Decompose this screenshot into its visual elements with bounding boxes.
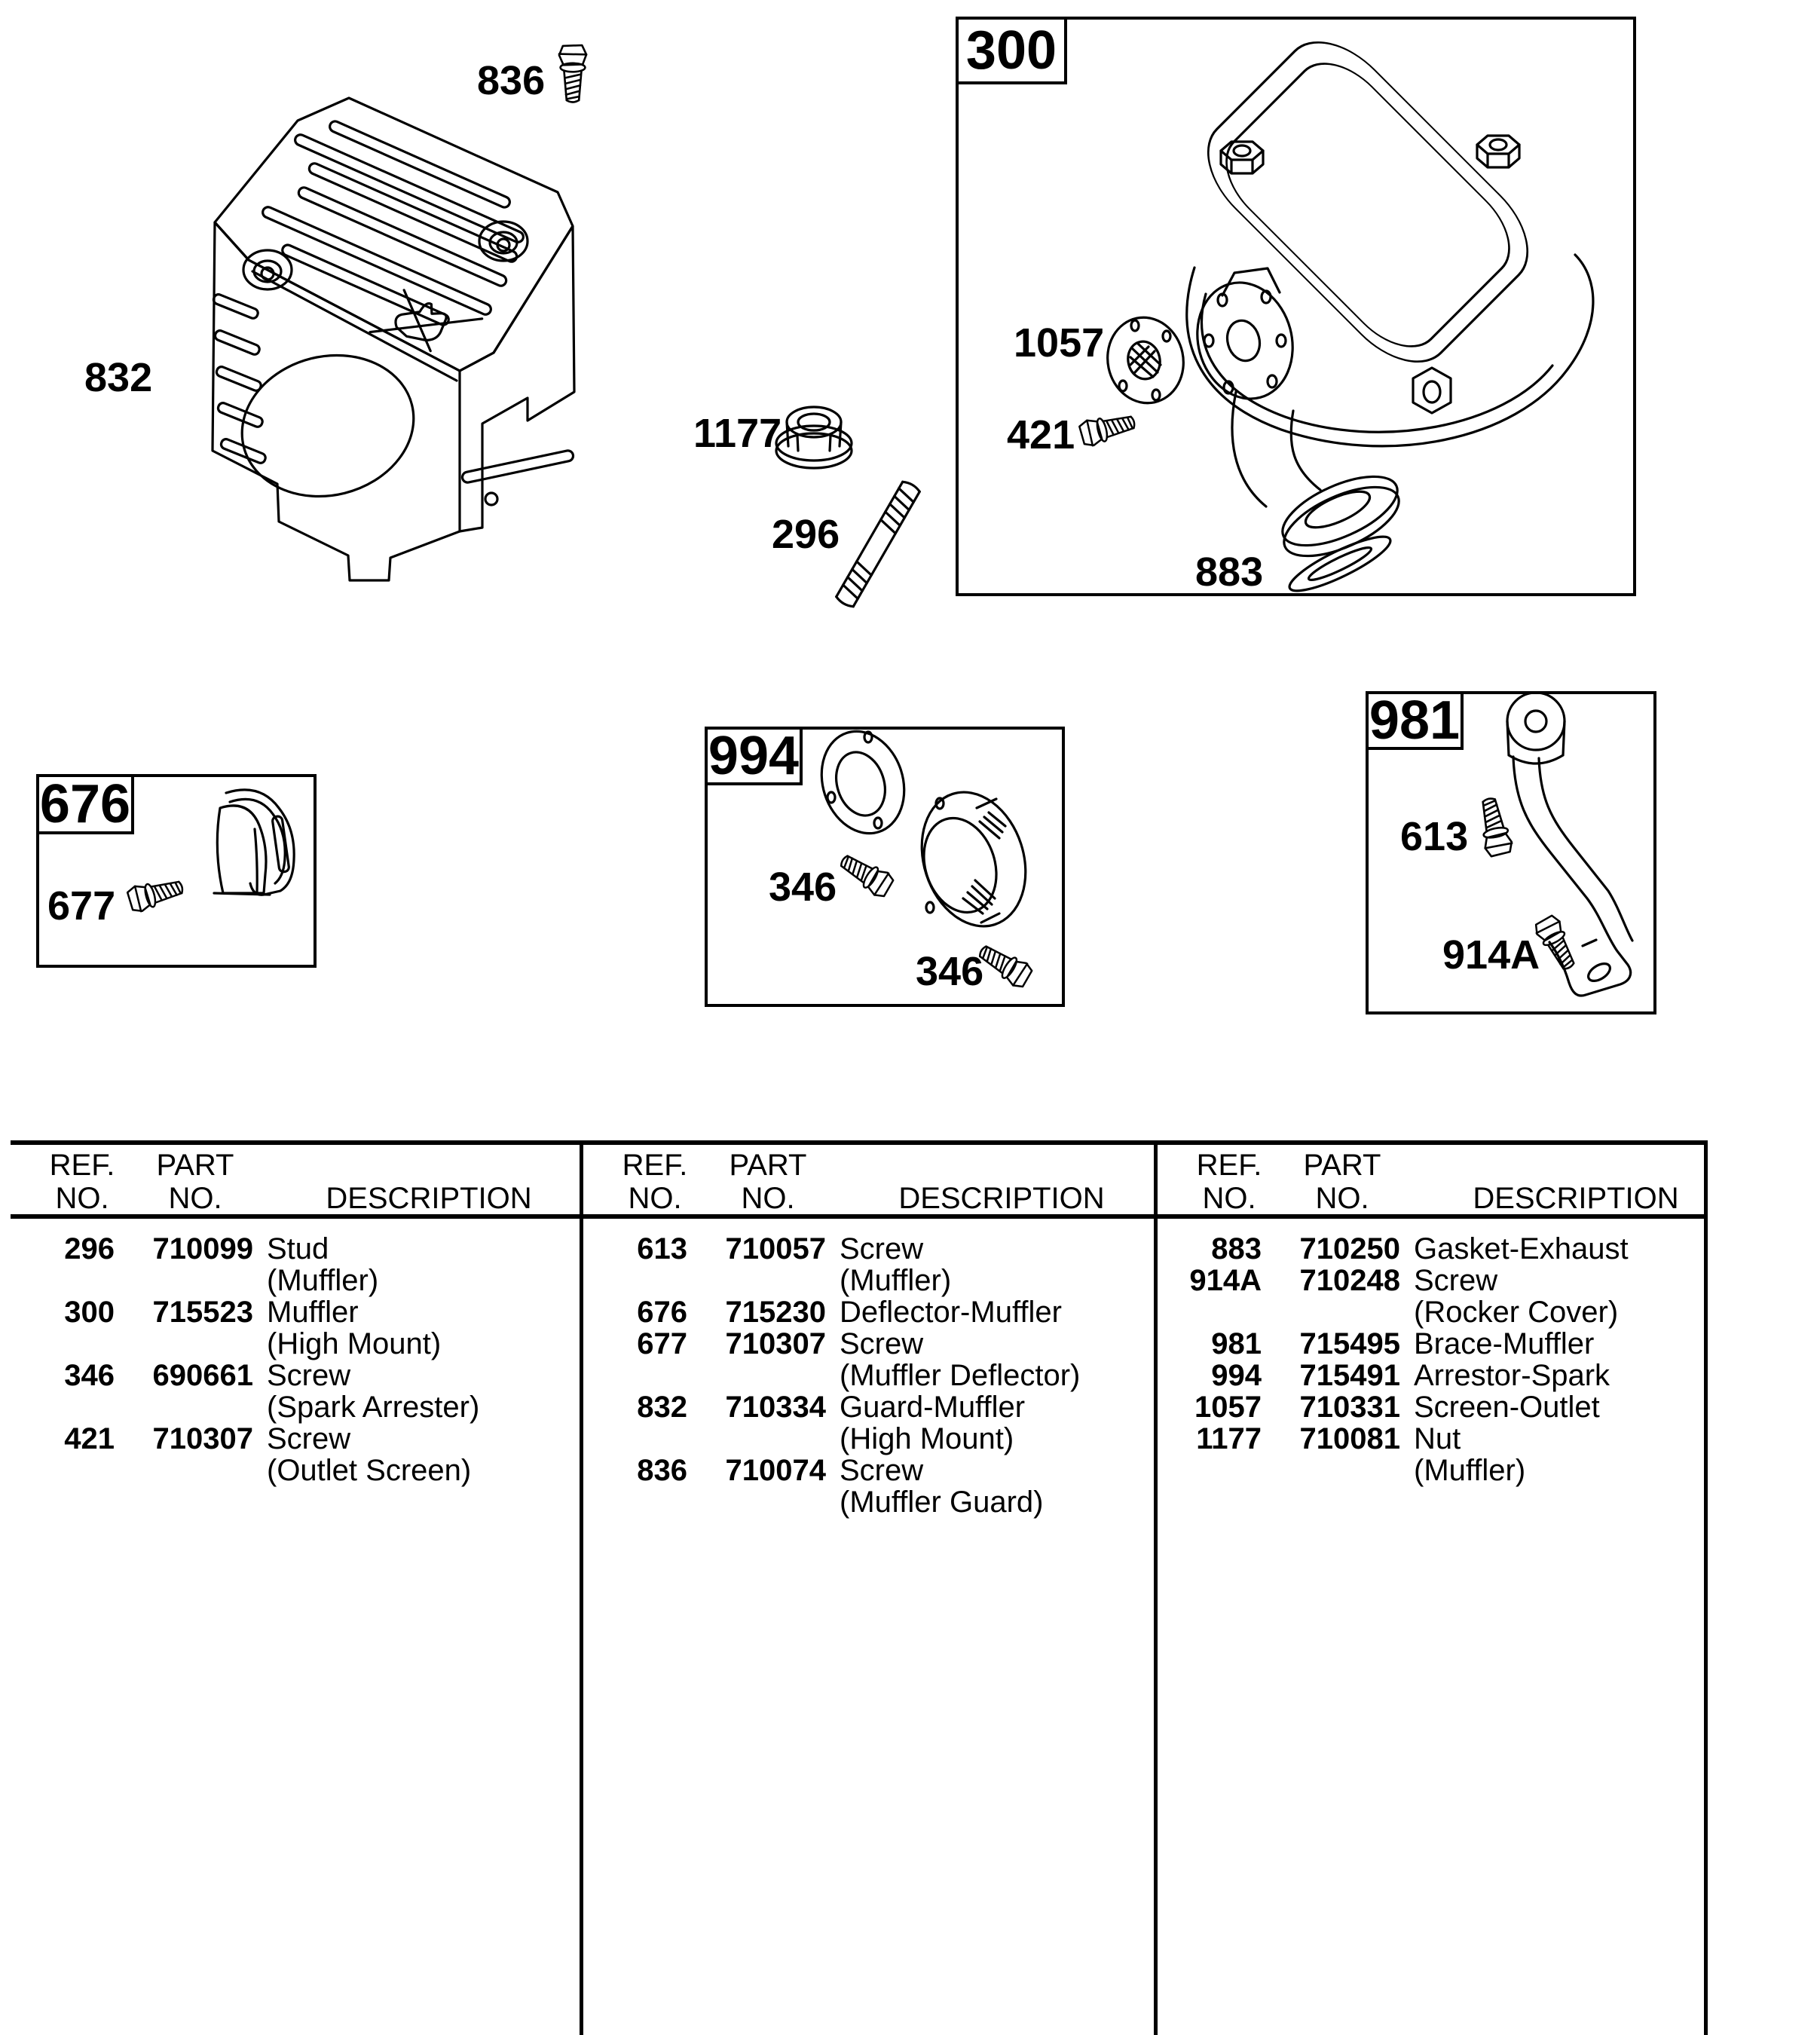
description: Guard-Muffler: [840, 1391, 1026, 1424]
header-ref: REF.: [622, 1149, 688, 1182]
parts-rows: [1158, 1233, 1724, 1486]
callout-1057: 1057: [1014, 320, 1105, 366]
ref-no: 914A: [1189, 1264, 1262, 1297]
part-row-continued: [583, 1265, 1150, 1296]
ref-no: 883: [1211, 1232, 1262, 1265]
header-description: DESCRIPTION: [898, 1182, 1105, 1215]
ref-no: 1057: [1194, 1391, 1262, 1424]
description: (Muffler): [1414, 1454, 1526, 1487]
description: Screw: [267, 1422, 351, 1455]
box-676-number: 676: [39, 774, 131, 834]
box-981-number: 981: [1369, 690, 1461, 751]
parts-rows: [583, 1233, 1150, 1518]
part-row-continued: [11, 1455, 577, 1486]
description: Gasket-Exhaust: [1414, 1232, 1629, 1265]
part-row: [11, 1360, 577, 1391]
parts-table-column-3: [1158, 0, 1724, 2035]
header-ref: REF.: [49, 1149, 115, 1182]
part-no: 710307: [725, 1327, 826, 1360]
header-description: DESCRIPTION: [1473, 1182, 1679, 1215]
ref-no: 981: [1211, 1327, 1262, 1360]
part-row: [1158, 1360, 1724, 1391]
header-part: PART: [1303, 1149, 1381, 1182]
part-row-continued: [583, 1423, 1150, 1455]
callout-346-a: 346: [769, 864, 837, 910]
description: (Muffler): [267, 1264, 379, 1297]
header-no: NO.: [1202, 1182, 1256, 1215]
part-no: 690661: [152, 1359, 253, 1392]
ref-no: 676: [637, 1296, 687, 1329]
ref-no: 994: [1211, 1359, 1262, 1392]
part-row: [583, 1455, 1150, 1486]
header-no: NO.: [55, 1182, 109, 1215]
box-300-number: 300: [965, 20, 1057, 81]
header-no: NO.: [1315, 1182, 1369, 1215]
part-no: 715523: [152, 1296, 253, 1329]
description: (Spark Arrester): [267, 1391, 480, 1424]
description: Screw: [1414, 1264, 1498, 1297]
callout-1177: 1177: [693, 411, 782, 456]
header-description: DESCRIPTION: [326, 1182, 532, 1215]
part-no: 715230: [725, 1296, 826, 1329]
callout-346-b: 346: [916, 949, 984, 994]
part-row: [583, 1296, 1150, 1328]
callout-677: 677: [47, 883, 116, 929]
parts-table-column-2: [583, 0, 1150, 2035]
callout-832: 832: [84, 355, 153, 400]
part-no: 710248: [1299, 1264, 1400, 1297]
description: Screw: [840, 1232, 924, 1265]
part-row: [11, 1423, 577, 1455]
callout-883: 883: [1195, 549, 1264, 595]
part-row: [1158, 1233, 1724, 1265]
ref-no: 836: [637, 1454, 687, 1487]
callout-613: 613: [1400, 814, 1469, 859]
description: Screen-Outlet: [1414, 1391, 1600, 1424]
description: Stud: [267, 1232, 329, 1265]
part-row-continued: [583, 1486, 1150, 1518]
part-no: 710307: [152, 1422, 253, 1455]
part-row: [1158, 1423, 1724, 1455]
ref-no: 300: [64, 1296, 115, 1329]
description: Brace-Muffler: [1414, 1327, 1595, 1360]
parts-rows: [11, 1233, 577, 1486]
callout-914a: 914A: [1442, 932, 1540, 978]
part-no: 710250: [1299, 1232, 1400, 1265]
description: (Muffler Deflector): [840, 1359, 1081, 1392]
part-no: 710081: [1299, 1422, 1400, 1455]
callout-421: 421: [1007, 412, 1075, 457]
part-row-continued: [11, 1391, 577, 1423]
part-row-continued: [583, 1360, 1150, 1391]
description: (Rocker Cover): [1414, 1296, 1619, 1329]
part-no: 710334: [725, 1391, 826, 1424]
part-row: [1158, 1265, 1724, 1296]
header-part: PART: [156, 1149, 234, 1182]
description: (Muffler): [840, 1264, 952, 1297]
part-row: [1158, 1391, 1724, 1423]
description: Muffler: [267, 1296, 359, 1329]
description: Nut: [1414, 1422, 1461, 1455]
description: (Outlet Screen): [267, 1454, 472, 1487]
description: Screw: [267, 1359, 351, 1392]
description: (Muffler Guard): [840, 1486, 1044, 1519]
description: (High Mount): [267, 1327, 442, 1360]
header-part: PART: [729, 1149, 807, 1182]
part-row: [583, 1391, 1150, 1423]
part-no: 715495: [1299, 1327, 1400, 1360]
parts-table-column-1: [11, 0, 577, 2035]
ref-no: 346: [64, 1359, 115, 1392]
header-no: NO.: [628, 1182, 682, 1215]
part-no: 710099: [152, 1232, 253, 1265]
part-row: [583, 1328, 1150, 1360]
ref-no: 613: [637, 1232, 687, 1265]
part-row-continued: [11, 1265, 577, 1296]
callout-836: 836: [477, 58, 546, 103]
part-row-continued: [1158, 1455, 1724, 1486]
part-row: [583, 1233, 1150, 1265]
description: Deflector-Muffler: [840, 1296, 1062, 1329]
ref-no: 296: [64, 1232, 115, 1265]
callout-296: 296: [772, 512, 840, 557]
box-994-number: 994: [708, 726, 800, 786]
part-no: 710057: [725, 1232, 826, 1265]
description: Arrestor-Spark: [1414, 1359, 1610, 1392]
part-row: [1158, 1328, 1724, 1360]
header-ref: REF.: [1196, 1149, 1262, 1182]
part-row: [11, 1233, 577, 1265]
header-no: NO.: [168, 1182, 222, 1215]
part-no: 710074: [725, 1454, 826, 1487]
description: Screw: [840, 1454, 924, 1487]
part-row-continued: [11, 1328, 577, 1360]
ref-no: 1177: [1196, 1422, 1262, 1455]
part-no: 710331: [1299, 1391, 1400, 1424]
part-no: 715491: [1299, 1359, 1400, 1392]
header-no: NO.: [741, 1182, 795, 1215]
description: (High Mount): [840, 1422, 1014, 1455]
part-row: [11, 1296, 577, 1328]
part-row-continued: [1158, 1296, 1724, 1328]
ref-no: 832: [637, 1391, 687, 1424]
ref-no: 421: [64, 1422, 115, 1455]
ref-no: 677: [637, 1327, 687, 1360]
description: Screw: [840, 1327, 924, 1360]
